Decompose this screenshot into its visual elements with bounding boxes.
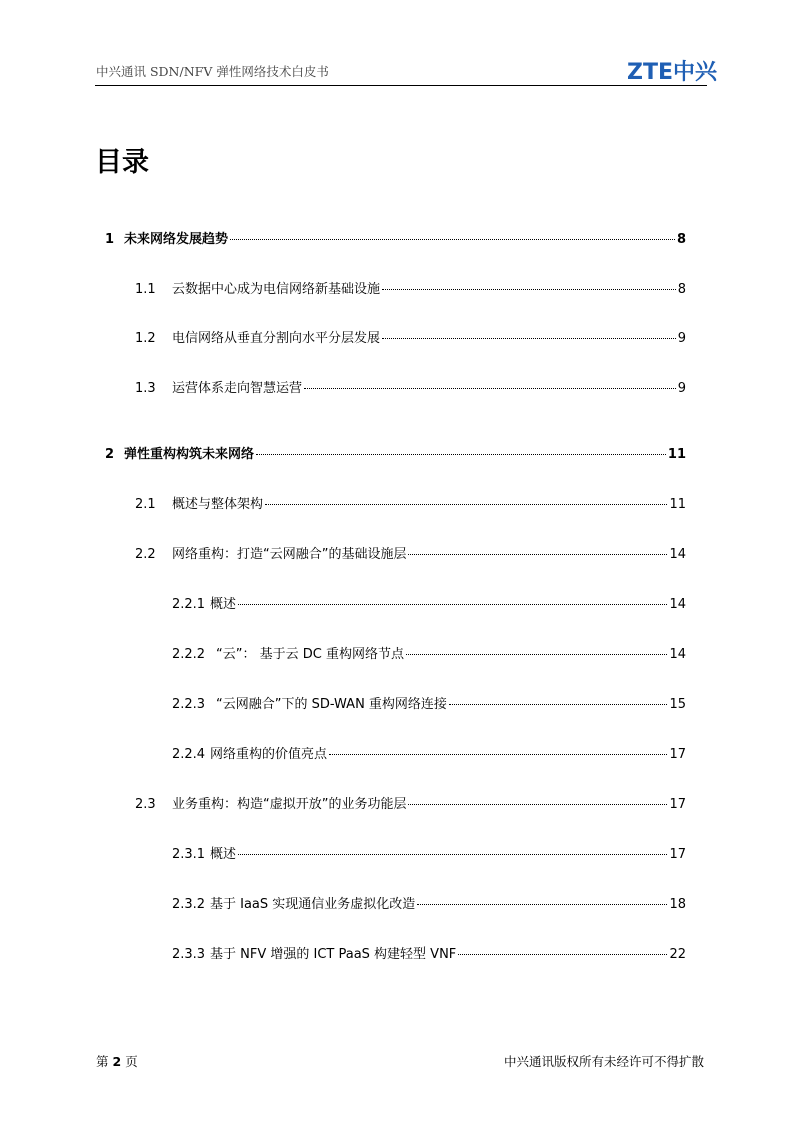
toc-entry-label: 概述 — [210, 847, 237, 862]
toc-leader-dots — [304, 388, 676, 389]
toc-entry-number: 2.2.3 — [172, 697, 206, 712]
toc-entry-number: 2.2.2 — [172, 647, 206, 662]
toc-entry-number: 2.2 — [135, 547, 156, 562]
toc-leader-dots — [256, 454, 666, 455]
toc-entry-page: 14 — [669, 597, 686, 612]
toc-leader-dots — [449, 704, 668, 705]
page-number-value: 2 — [112, 1054, 122, 1069]
toc-entry-number: 1.1 — [135, 282, 156, 297]
toc-entry-number: 2.1 — [135, 497, 156, 512]
toc-leader-dots — [230, 239, 675, 240]
toc-leader-dots — [382, 338, 676, 339]
toc-entry-number: 2 — [105, 447, 115, 462]
toc-entry[interactable] — [172, 943, 686, 962]
toc-entry-page: 15 — [669, 697, 686, 712]
toc-entry-number: 1 — [105, 232, 115, 247]
toc-entry-number: 1.2 — [135, 331, 156, 346]
toc-entry-page: 14 — [669, 647, 686, 662]
toc-entry[interactable] — [172, 593, 686, 612]
toc-entry[interactable] — [172, 893, 686, 912]
toc-entry[interactable] — [172, 843, 686, 862]
toc-leader-dots — [238, 854, 667, 855]
toc-entry-label: 业务重构：构造“虚拟开放”的业务功能层 — [172, 797, 407, 812]
toc-entry-number: 2.2.4 — [172, 747, 206, 762]
toc-entry[interactable] — [135, 278, 686, 297]
toc-entry-label: 基于 IaaS 实现通信业务虚拟化改造 — [210, 897, 416, 912]
toc-entry-number: 2.2.1 — [172, 597, 206, 612]
toc-entry-page: 11 — [669, 497, 686, 512]
toc-entry-number: 2.3.2 — [172, 897, 206, 912]
toc-entry-label: 网络重构：打造“云网融合”的基础设施层 — [172, 547, 407, 562]
toc-entry-page: 9 — [677, 381, 686, 396]
document-header-title: 中兴通讯 SDN/NFV 弹性网络技术白皮书 — [96, 64, 329, 79]
page-prefix: 第 — [96, 1054, 109, 1069]
toc-entry-label: 概述 — [210, 597, 237, 612]
toc-entry[interactable] — [135, 377, 686, 396]
toc-entry-label: 弹性重构构筑未来网络 — [124, 447, 255, 462]
toc-entry[interactable] — [172, 643, 686, 662]
toc-leader-dots — [329, 754, 667, 755]
toc-entry[interactable] — [105, 228, 686, 247]
toc-entry[interactable] — [105, 443, 686, 462]
toc-entry-page: 8 — [676, 232, 686, 247]
toc-entry-page: 14 — [669, 547, 686, 562]
toc-title: 目录 — [95, 147, 149, 178]
toc-entry-page: 9 — [677, 331, 686, 346]
toc-entry-label: “云”： 基于云 DC 重构网络节点 — [216, 647, 404, 662]
toc-entry-label: 基于 NFV 增强的 ICT PaaS 构建轻型 VNF — [210, 947, 457, 962]
toc-leader-dots — [382, 289, 676, 290]
toc-entry-label: 未来网络发展趋势 — [124, 232, 229, 247]
toc-leader-dots — [406, 654, 667, 655]
toc-entry-label: “云网融合”下的 SD-WAN 重构网络连接 — [216, 697, 447, 712]
toc-leader-dots — [408, 554, 667, 555]
toc-entry-number: 2.3.1 — [172, 847, 206, 862]
page-number — [96, 1052, 138, 1070]
toc-entry-label: 运营体系走向智慧运营 — [172, 381, 303, 396]
toc-entry[interactable] — [135, 793, 686, 812]
toc-entry-number: 2.3 — [135, 797, 156, 812]
toc-entry-page: 18 — [669, 897, 686, 912]
toc-entry-page: 17 — [669, 847, 686, 862]
toc-entry-label: 网络重构的价值亮点 — [210, 747, 328, 762]
toc-entry-label: 电信网络从垂直分割向水平分层发展 — [172, 331, 381, 346]
toc-leader-dots — [458, 954, 667, 955]
toc-entry-page: 11 — [667, 447, 686, 462]
header-divider — [95, 85, 707, 86]
toc-leader-dots — [238, 604, 667, 605]
toc-entry-page: 22 — [669, 947, 686, 962]
toc-leader-dots — [408, 804, 667, 805]
toc-leader-dots — [265, 504, 667, 505]
page-suffix: 页 — [125, 1054, 138, 1069]
zte-logo: ZTE中兴 — [627, 60, 717, 85]
toc-entry-number: 1.3 — [135, 381, 156, 396]
toc-entry[interactable] — [172, 693, 686, 712]
copyright-notice: 中兴通讯版权所有未经许可不得扩散 — [503, 1054, 704, 1069]
toc-entry-page: 8 — [677, 282, 686, 297]
toc-entry-page: 17 — [669, 747, 686, 762]
toc-entry[interactable] — [135, 543, 686, 562]
toc-entry[interactable] — [135, 327, 686, 346]
toc-entry-number: 2.3.3 — [172, 947, 206, 962]
toc-entry-page: 17 — [669, 797, 686, 812]
toc-entry-label: 概述与整体架构 — [172, 497, 264, 512]
toc-leader-dots — [417, 904, 667, 905]
toc-entry[interactable] — [135, 493, 686, 512]
toc-entry[interactable] — [172, 743, 686, 762]
toc-entry-label: 云数据中心成为电信网络新基础设施 — [172, 282, 381, 297]
